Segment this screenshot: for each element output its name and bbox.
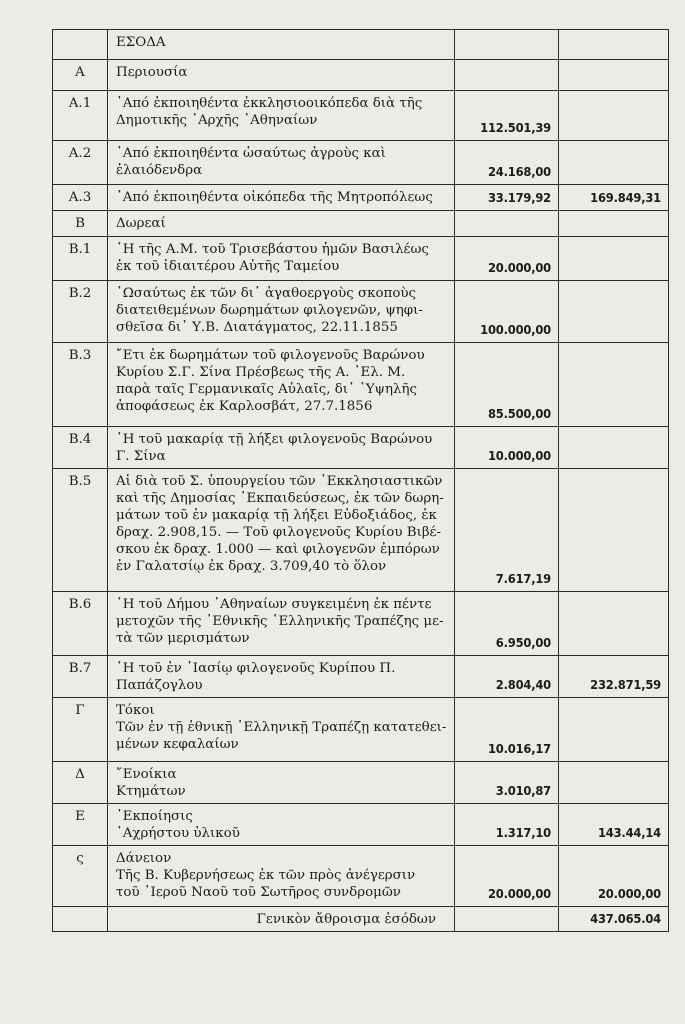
row-description — [108, 804, 455, 846]
grand-total-label: Γενικὸν ἄθροισμα ἐσόδων — [108, 907, 455, 932]
description-line: Τῆς Β. Κυβερνήσεως ἐκ τῶν πρὸς ἀνέγερσιν — [116, 868, 416, 883]
description-line: Αἱ διὰ τοῦ Σ. ὑπουργείου τῶν ᾿Εκκλησιαστικῶν — [116, 474, 443, 489]
description-line: ῎Ετι ἐκ δωρημάτων τοῦ φιλογενοῦς Βαρώνου — [116, 348, 425, 363]
table-title: ΕΣΟΔΑ — [108, 30, 455, 60]
description-line: ᾿Αχρήστου ὑλικοῦ — [116, 826, 240, 841]
table-header-row — [53, 30, 669, 60]
row-subtotal — [559, 211, 669, 237]
row-subtotal — [559, 281, 669, 343]
table-row — [53, 804, 669, 846]
row-description — [108, 427, 455, 469]
description-line: σκου ἐκ δραχ. 1.000 — καὶ φιλογενῶν ἐμπόρων — [116, 542, 440, 557]
description-line: Τῶν ἐν τῇ ἐθνικῇ ῾Ελληνικῇ Τραπέζῃ κατατεθει- — [116, 720, 447, 735]
row-amount: 7.617,19 — [455, 469, 559, 592]
row-code: Β.6 — [53, 592, 108, 656]
summary-amount-cell — [455, 907, 559, 932]
header-total-cell — [559, 30, 669, 60]
row-subtotal — [559, 343, 669, 427]
row-amount: 20.000,00 — [455, 846, 559, 907]
table-row — [53, 427, 669, 469]
description-line: ᾿Από ἐκποιηθέντα οἰκόπεδα τῆς Μητροπόλεως — [116, 190, 433, 205]
description-line: σθεῖσα δι᾿ Υ.Β. Διατάγματος, 22.11.1855 — [116, 320, 398, 335]
row-description — [108, 762, 455, 804]
row-amount: 33.179,92 — [455, 185, 559, 211]
row-amount: 10.000,00 — [455, 427, 559, 469]
description-line: Δημοτικῆς ᾿Αρχῆς ᾿Αθηναίων — [116, 113, 318, 128]
description-line: ῾Ωσαύτως ἐκ τῶν δι᾿ ἀγαθοεργοὺς σκοποὺς — [116, 286, 417, 301]
description-line: ἐλαιόδενδρα — [116, 163, 203, 178]
table-row — [53, 592, 669, 656]
row-description — [108, 469, 455, 592]
row-code: Α — [53, 60, 108, 91]
row-subtotal — [559, 762, 669, 804]
row-amount: 2.804,40 — [455, 656, 559, 698]
row-amount: 6.950,00 — [455, 592, 559, 656]
row-description — [108, 846, 455, 907]
row-code: Ε — [53, 804, 108, 846]
description-line: ῾Η τῆς Α.Μ. τοῦ Τρισεβάστου ἡμῶν Βασιλέως — [116, 242, 429, 257]
table-row — [53, 211, 669, 237]
row-subtotal — [559, 469, 669, 592]
row-description — [108, 343, 455, 427]
description-line: ἐν Γαλατσίῳ ἐκ δραχ. 3.709,40 τὸ ὅλον — [116, 559, 387, 574]
description-line: Δάνειον — [116, 851, 172, 866]
row-amount: 10.016,17 — [455, 698, 559, 762]
table-row — [53, 762, 669, 804]
row-code: Β.1 — [53, 237, 108, 281]
description-line: ἐκ τοῦ ἰδιαιτέρου Αὐτῆς Ταμείου — [116, 259, 340, 274]
description-line: μένων κεφαλαίων — [116, 737, 239, 752]
row-code: Α.1 — [53, 91, 108, 141]
row-code: ς — [53, 846, 108, 907]
row-description — [108, 211, 455, 237]
table-row — [53, 343, 669, 427]
table-row — [53, 698, 669, 762]
row-description — [108, 237, 455, 281]
row-code: Β.2 — [53, 281, 108, 343]
row-subtotal: 169.849,31 — [559, 185, 669, 211]
description-line: ῾Η τοῦ μακαρίᾳ τῇ λήξει φιλογενοῦς Βαρώνου — [116, 432, 433, 447]
description-line: ῾Η τοῦ ἐν ᾿Ιασίῳ φιλογενοῦς Κυρίπου Π. — [116, 661, 396, 676]
row-subtotal: 143.44,14 — [559, 804, 669, 846]
row-description — [108, 281, 455, 343]
description-line: Κυρίου Σ.Γ. Σίνα Πρέσβεως τῆς Α. ᾿Ελ. Μ. — [116, 365, 406, 380]
row-amount — [455, 60, 559, 91]
table-row — [53, 846, 669, 907]
row-code: Β — [53, 211, 108, 237]
description-line: ᾿Εκποίησις — [116, 809, 193, 824]
row-code: Δ — [53, 762, 108, 804]
table-row — [53, 281, 669, 343]
description-line: ῎Ενοίκια — [116, 767, 177, 782]
description-line: Τόκοι — [116, 703, 155, 718]
description-line: τοῦ ῾Ιεροῦ Ναοῦ τοῦ Σωτῆρος συνδρομῶν — [116, 885, 401, 900]
description-line: Δωρεαί — [116, 216, 166, 231]
grand-total-value: 437.065.04 — [559, 907, 669, 932]
row-subtotal — [559, 698, 669, 762]
table-row — [53, 141, 669, 185]
row-description — [108, 60, 455, 91]
row-code: Β.4 — [53, 427, 108, 469]
header-code-cell — [53, 30, 108, 60]
table-row — [53, 469, 669, 592]
row-subtotal — [559, 141, 669, 185]
row-subtotal — [559, 592, 669, 656]
table-row — [53, 185, 669, 211]
row-description — [108, 91, 455, 141]
description-line: ἀποφάσεως ἐκ Καρλοσβάτ, 27.7.1856 — [116, 399, 373, 414]
description-line: μετοχῶν τῆς ᾿Εθνικῆς ῾Ελληνικῆς Τραπέζης με- — [116, 614, 444, 629]
description-line: διατειθεμένων δωρημάτων φιλογενῶν, ψηφι- — [116, 303, 423, 318]
row-subtotal — [559, 427, 669, 469]
row-amount: 20.000,00 — [455, 237, 559, 281]
description-line: καὶ τῆς Δημοσίας ᾿Εκπαιδεύσεως, ἐκ τῶν δωρη- — [116, 491, 444, 506]
row-subtotal: 232.871,59 — [559, 656, 669, 698]
row-code: Β.5 — [53, 469, 108, 592]
row-amount: 100.000,00 — [455, 281, 559, 343]
row-amount: 24.168,00 — [455, 141, 559, 185]
table-row — [53, 91, 669, 141]
description-line: Γ. Σίνα — [116, 449, 166, 464]
revenue-table — [52, 29, 669, 932]
row-description — [108, 185, 455, 211]
revenue-table-body — [53, 30, 669, 932]
row-subtotal: 20.000,00 — [559, 846, 669, 907]
row-code: Α.3 — [53, 185, 108, 211]
table-row — [53, 60, 669, 91]
description-line: παρὰ ταῖς Γερμανικαῖς Αὐλαῖς, δι᾿ ῾Υψηλῆς — [116, 382, 418, 397]
description-line: Περιουσία — [116, 65, 188, 80]
description-line: δραχ. 2.908,15. — Τοῦ φιλογενοῦς Κυρίου Βιβέ- — [116, 525, 442, 540]
row-code: Β.7 — [53, 656, 108, 698]
row-amount: 3.010,87 — [455, 762, 559, 804]
row-code: Α.2 — [53, 141, 108, 185]
description-line: μάτων τοῦ ἐν μακαρίᾳ τῇ λήξει Εὐδοξιάδος, ἐκ — [116, 508, 437, 523]
row-description — [108, 656, 455, 698]
row-description — [108, 698, 455, 762]
row-amount: 112.501,39 — [455, 91, 559, 141]
row-subtotal — [559, 91, 669, 141]
summary-code-cell — [53, 907, 108, 932]
description-line: ᾿Από ἐκποιηθέντα ἐκκλησιοοικόπεδα διὰ τῆς — [116, 96, 423, 111]
description-line: τὰ τῶν μερισμάτων — [116, 631, 250, 646]
table-row — [53, 656, 669, 698]
row-description — [108, 141, 455, 185]
grand-total-row — [53, 907, 669, 932]
row-code: Γ — [53, 698, 108, 762]
description-line: ῾Η τοῦ Δήμου ᾿Αθηναίων συγκειμένη ἐκ πέντε — [116, 597, 432, 612]
row-amount: 85.500,00 — [455, 343, 559, 427]
row-description — [108, 592, 455, 656]
row-subtotal — [559, 60, 669, 91]
row-code: Β.3 — [53, 343, 108, 427]
description-line: ᾿Από ἐκποιηθέντα ὡσαύτως ἀγροὺς καὶ — [116, 146, 386, 161]
row-amount: 1.317,10 — [455, 804, 559, 846]
table-row — [53, 237, 669, 281]
row-amount — [455, 211, 559, 237]
description-line: Κτημάτων — [116, 784, 186, 799]
header-amount-cell — [455, 30, 559, 60]
row-subtotal — [559, 237, 669, 281]
description-line: Παπάζογλου — [116, 678, 203, 693]
